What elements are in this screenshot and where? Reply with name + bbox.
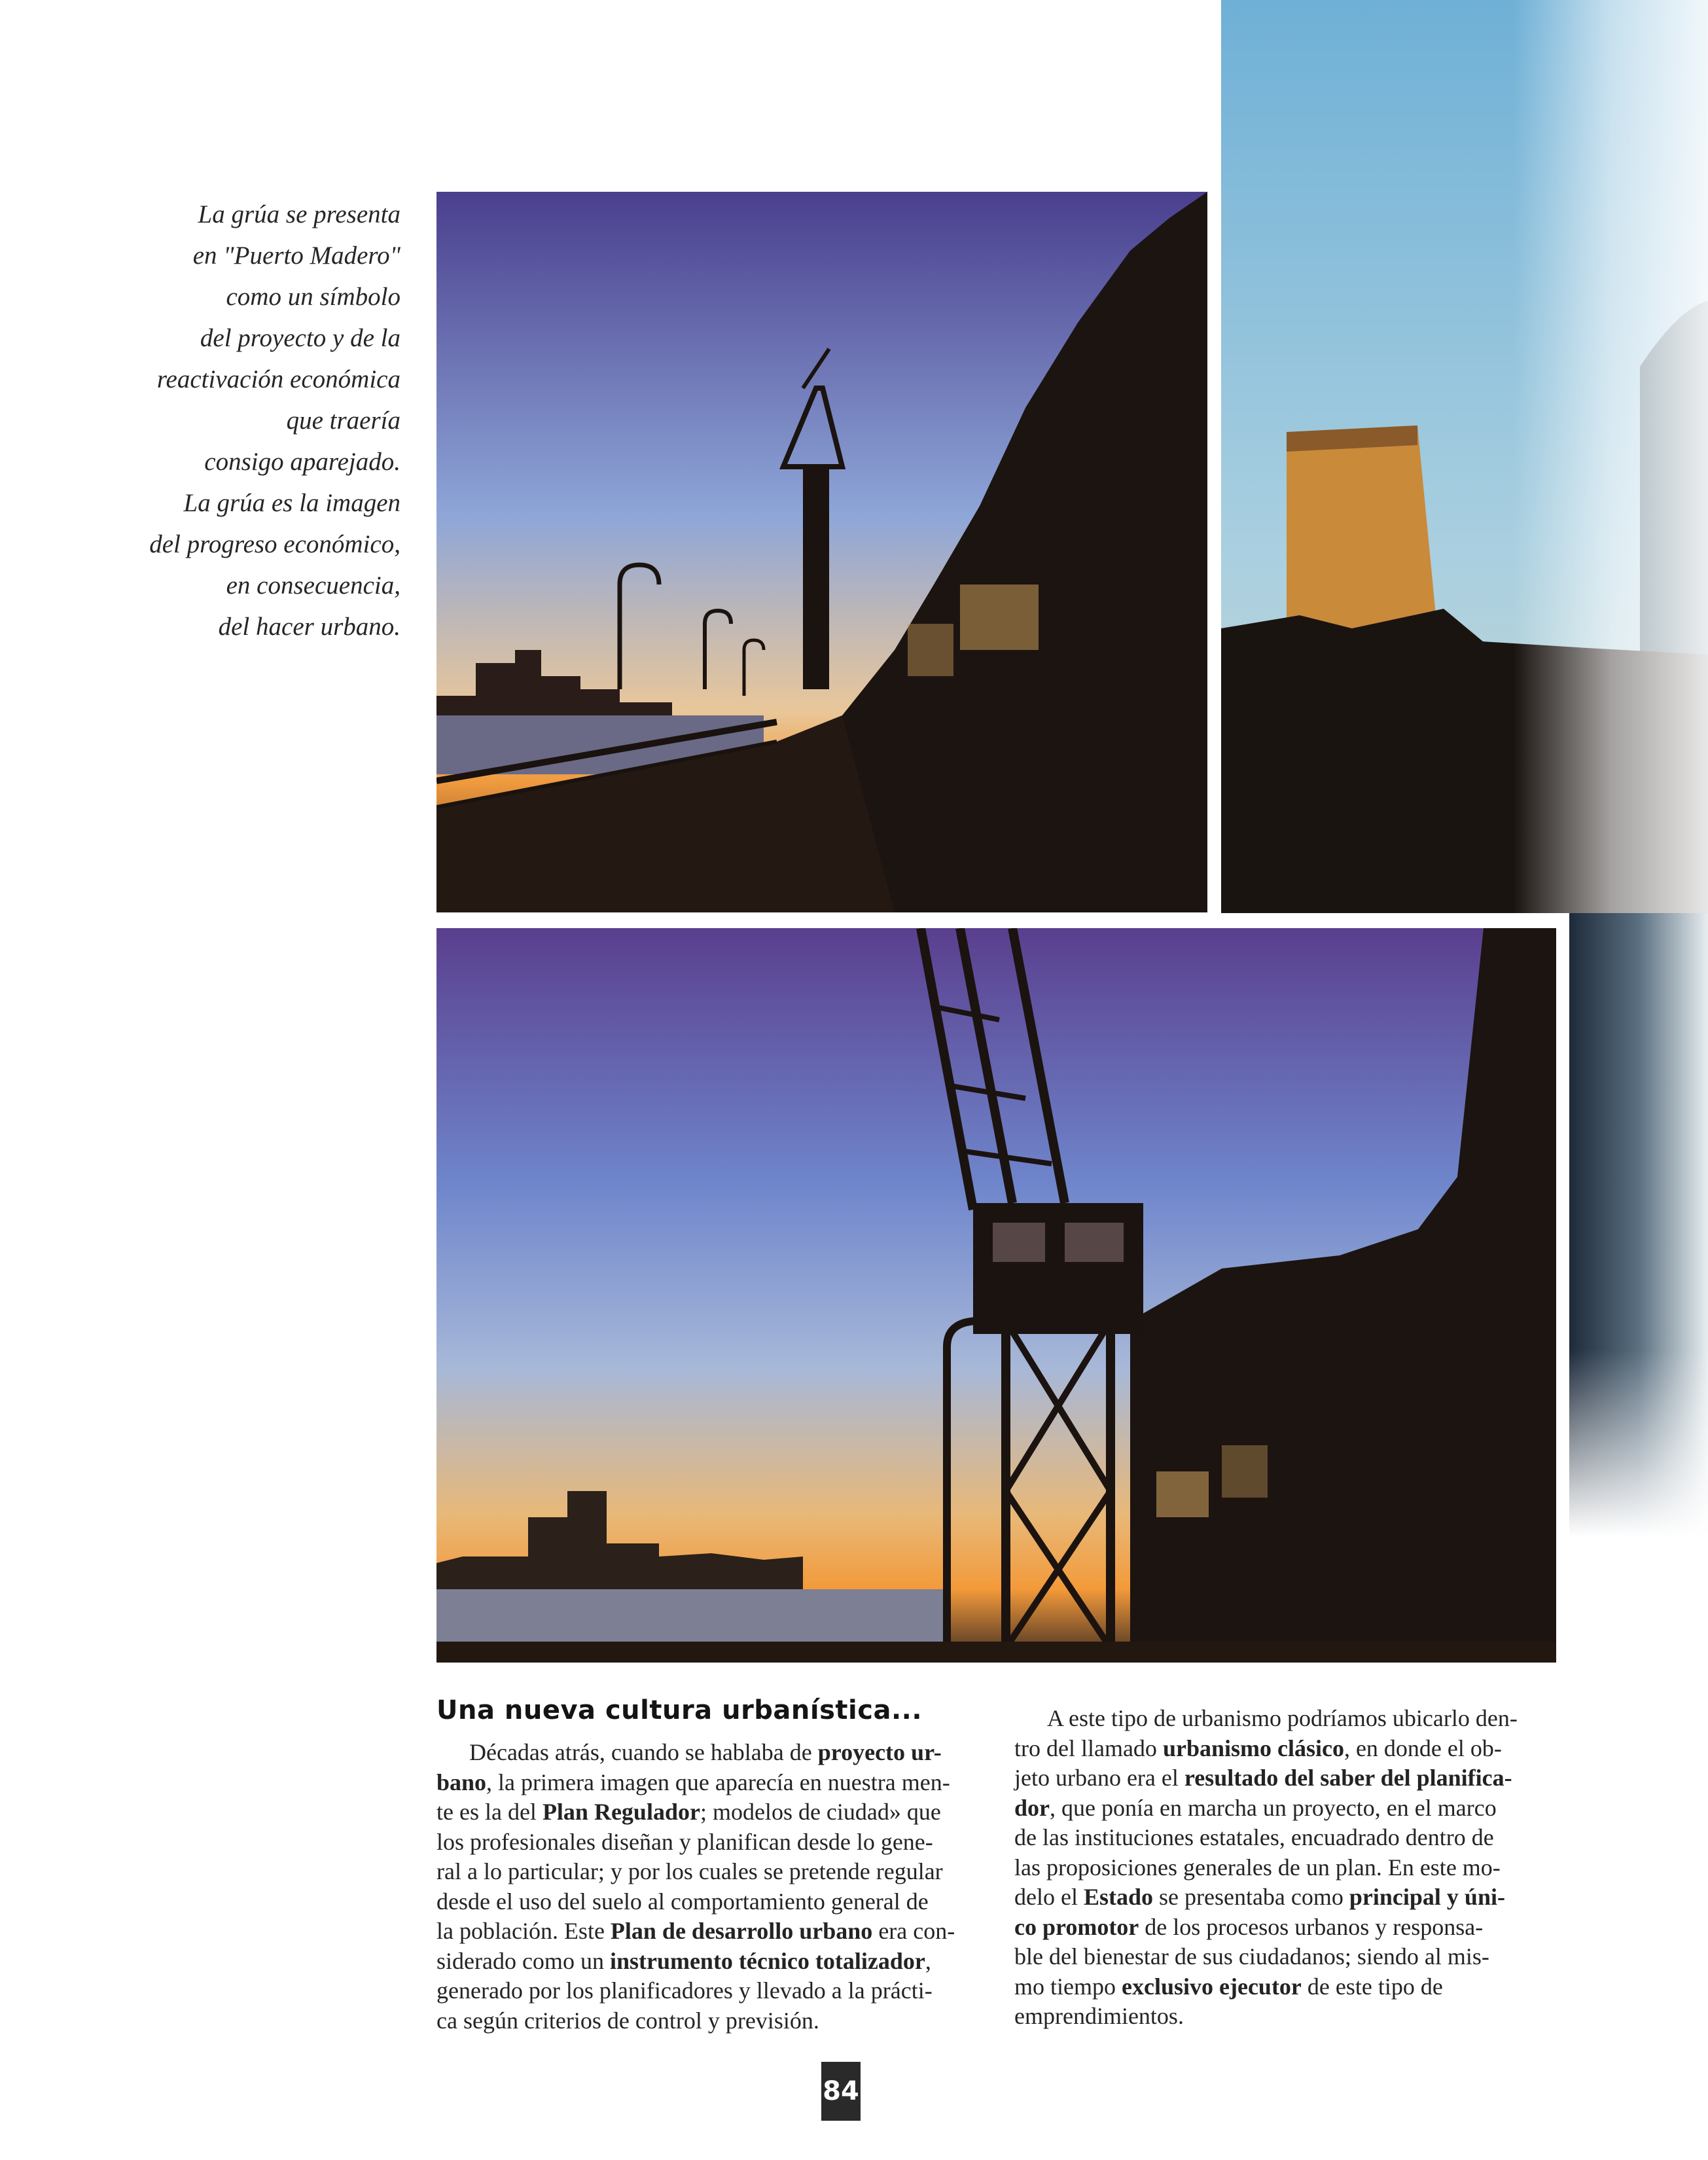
- text-line: A este tipo de urbanismo podríamos ubicarlo den-: [1047, 1705, 1518, 1731]
- caption-line: reactivación económica: [156, 365, 400, 393]
- text-line: ca según criterios de control y previsión.: [436, 2007, 819, 2034]
- text-line: tro del llamado urbanismo clásico, en donde el ob-: [1014, 1735, 1502, 1761]
- text-line: delo el Estado se presentaba como principal y úni-: [1014, 1884, 1505, 1910]
- photo-dock-promenade: [436, 192, 1207, 912]
- text-line: generado por los planificadores y llevado a la prácti-: [436, 1977, 933, 2004]
- text-line: de las instituciones estatales, encuadrado dentro de: [1014, 1824, 1494, 1850]
- text-line: dor, que ponía en marcha un proyecto, en el marco: [1014, 1794, 1497, 1821]
- caption-line: como un símbolo: [226, 283, 400, 311]
- caption-line: La grúa es la imagen: [183, 489, 400, 517]
- text-line: co promotor de los procesos urbanos y responsa-: [1014, 1913, 1484, 1940]
- photo-water-edge: [1569, 913, 1708, 2160]
- text-line: mo tiempo exclusivo ejecutor de este tipo de: [1014, 1973, 1443, 2000]
- text-column-left: [436, 1738, 976, 2036]
- text-line: jeto urbano era el resultado del saber del planifica-: [1014, 1765, 1512, 1791]
- section-heading: Una nueva cultura urbanística...: [436, 1695, 923, 1725]
- text-line: siderado como un instrumento técnico totalizador,: [436, 1947, 931, 1974]
- text-line: ral a lo particular; y por los cuales se pretende regular: [436, 1858, 943, 1884]
- photo-caption: [105, 194, 400, 647]
- caption-line: que traería: [286, 406, 400, 435]
- caption-line: del proyecto y de la: [200, 324, 400, 352]
- text-line: te es la del Plan Regulador; modelos de ciudad» que: [436, 1799, 941, 1825]
- text-line: Décadas atrás, cuando se hablaba de proyecto ur-: [469, 1739, 942, 1765]
- photo-tower: [1221, 0, 1708, 913]
- text-line: los profesionales diseñan y planifican desde lo gene-: [436, 1828, 933, 1855]
- text-column-right: [1014, 1704, 1557, 2032]
- text-line: la población. Este Plan de desarrollo urbano era con-: [436, 1918, 955, 1944]
- text-line: las proposiciones generales de un plan. En este mo-: [1014, 1854, 1501, 1881]
- text-line: bano, la primera imagen que aparecía en nuestra men-: [436, 1769, 950, 1795]
- caption-line: del hacer urbano.: [218, 613, 400, 641]
- text-line: desde el uso del suelo al comportamiento general de: [436, 1888, 929, 1915]
- caption-line: del progreso económico,: [149, 530, 400, 558]
- page-number: 84: [821, 2062, 861, 2121]
- caption-line: en consecuencia,: [226, 571, 400, 600]
- caption-line: La grúa se presenta: [198, 200, 400, 228]
- text-line: ble del bienestar de sus ciudadanos; siendo al mis-: [1014, 1943, 1489, 1970]
- caption-line: en "Puerto Madero": [192, 242, 400, 270]
- text-line: emprendimientos.: [1014, 2003, 1184, 2029]
- photo-crane-closeup: [436, 928, 1556, 1663]
- caption-line: consigo aparejado.: [204, 448, 400, 476]
